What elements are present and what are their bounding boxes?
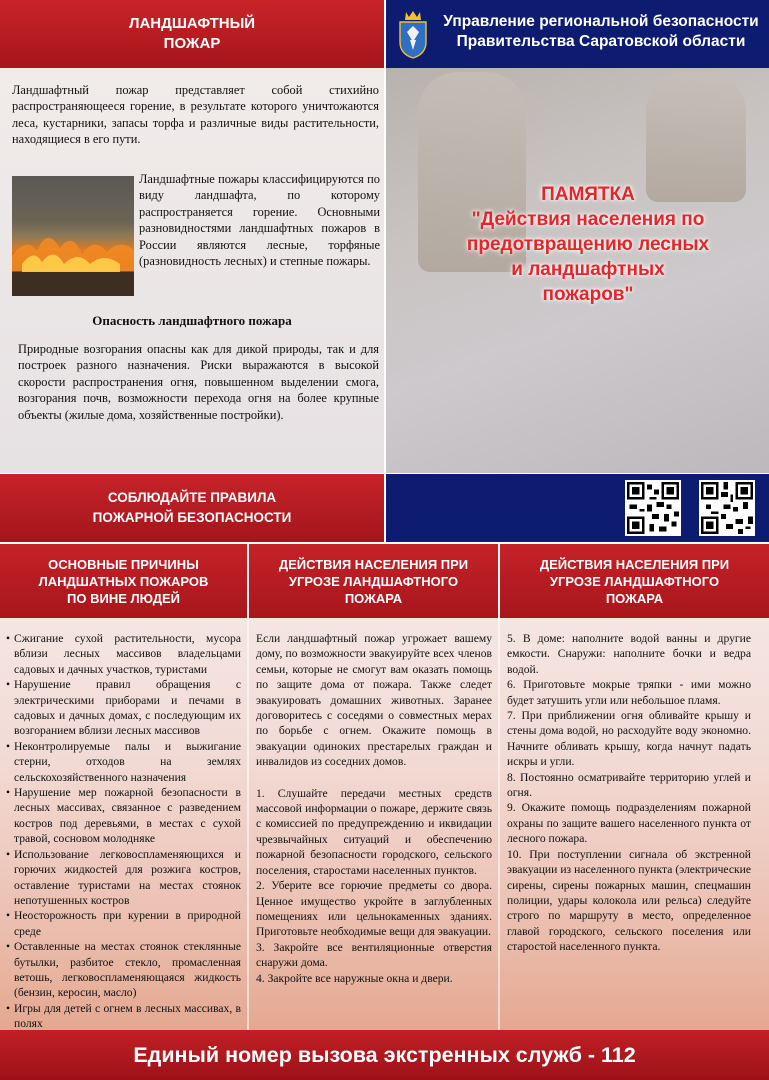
fire-safety-rules-banner — [0, 474, 384, 542]
memo-title — [438, 182, 738, 307]
banner-line2: ПОЖАРНОЙ БЕЗОПАСНОСТИ — [92, 510, 292, 525]
column-heading-actions-1 — [249, 544, 498, 618]
list-item: • Неосторожность при курении в природной среде — [6, 908, 241, 939]
column-heading-causes — [0, 544, 247, 618]
intro-paragraph-definition: Ландшафтный пожар представляет собой стихийно распространяющееся горение, в результате которого уничтожаются леса, кустарники, запасы торфа и различные виды растительности, находящиеся в его пути. — [12, 83, 379, 147]
action-step: 1. Слушайте передачи местных средств массовой информации о пожаре, держите связь с комиссией по предупреждению и иквидации чрезвычайных ситуаций и обеспечению пожарной безопасности городского, сельского поселения, старостами населенных пунктов. — [256, 786, 492, 877]
column-heading-line2: УГРОЗЕ ЛАНДШАФТНОГО — [288, 573, 459, 589]
column-heading-line1: ДЕЙСТВИЯ НАСЕЛЕНИЯ ПРИ — [539, 556, 730, 572]
list-item: • Использование легковоспламеняющихся и горючих жидкостей для розжига костров, оставление туристами на местах стоянок непотушенных костров — [6, 847, 241, 909]
list-item: • Сжигание сухой растительности, мусора вблизи лесных массивов владельцами садовых и дачных участков, туристами — [6, 631, 241, 677]
action-step: 10. При поступлении сигнала об экстренной эвакуации из населенного пункта (электрические сирены, сирены пожарных машин, спецмашин полиции, удары колокола или рельса) следуйте строго по маршруту в место, определенное главой городского, сельского поселения или старостой населенного пункта. — [507, 847, 751, 954]
column-divider — [247, 544, 249, 1030]
column-heading-line3: ПОЖАРА — [344, 590, 403, 606]
column-heading-line3: ПОЖАРА — [605, 590, 664, 606]
list-item: • Оставленные на местах стоянок стеклянные бутылки, разбитое стекло, промасленная ветошь, легковоспламеняющаяся жидкость (бензин, керосин, масло) — [6, 939, 241, 1001]
qr-code-icon[interactable] — [699, 480, 755, 536]
actions-intro-paragraph: Если ландшафтный пожар угрожает вашему дому, по возможности эвакуируйте всех членов семьи, которые не смогут вам оказать помощь по защите дома от пожара. Также следет эвакуировать домашних животных. Заранее договоритесь с соседями о совместных мерах по борьбе с огнем. Окажите помощь в эвакуации одиноких престарелых граждан и инвалидов из соседних домов. — [256, 632, 492, 769]
intro-paragraph-classification: Ландшафтные пожары классифицируются по виду ландшафта, по которому распространяется горение. Основными разновидностями ландшафтных пожаров в России являются лесные, торфяные (разновидность лесных) и степные пожары. — [139, 172, 380, 269]
actions-column-1 — [256, 631, 492, 986]
org-name-line2: Правительства Саратовской области — [456, 33, 746, 50]
list-item: • Неконтролируемые палы и выжигание стерни, отходов на землях сельскохозяйственного назначения — [6, 739, 241, 785]
action-step: 9. Окажите помощь подразделениям пожарной охраны по защите вашего населенного пункта от лесного пожара. — [507, 801, 751, 846]
grass-fire-photo — [12, 176, 134, 296]
qr-code-icon[interactable] — [625, 480, 681, 536]
list-item: • Нарушение мер пожарной безопасности в лесных массивах, связанное с разведением костров под деревьями, в местах с сухой травой, сосновом молодняке — [6, 785, 241, 847]
banner-line1: СОБЛЮДАЙТЕ ПРАВИЛА — [107, 490, 277, 505]
action-step: 7. При приближении огня обливайте крышу и стены дома водой, но расходуйте воду экономно. Начните обливать крышу, когда начнут падать искры и угли. — [507, 709, 751, 769]
action-step: 5. В доме: наполните водой ванны и другие емкости. Снаружи: наполните бочки и ведра водой. — [507, 632, 751, 676]
memo-title-line5: пожаров" — [542, 284, 634, 305]
action-step: 3. Закройте все вентиляционные отверстия снаружи дома. — [256, 940, 492, 970]
causes-list — [6, 631, 241, 1032]
column-heading-line1: ОСНОВНЫЕ ПРИЧИНЫ — [48, 556, 199, 572]
column-heading-line2: УГРОЗЕ ЛАНДШАФТНОГО — [549, 573, 720, 589]
action-step: 6. Приготовьте мокрые тряпки - ими можно будет затушить угли или небольшое пламя. — [507, 678, 751, 707]
section-title-landscape-fire — [0, 0, 384, 68]
list-item: • Игры для детей с огнем в лесных массивах, в полях — [6, 1001, 241, 1032]
memo-title-line1: ПАМЯТКА — [541, 184, 635, 205]
list-item: • Нарушение правил обращения с электрическими приборами и печами в садовых и дачных домах, с последующим их возгоранием вблизи лесных массивов — [6, 677, 241, 739]
memo-title-line4: и ландшафтных — [511, 259, 665, 280]
column-heading-line1: ДЕЙСТВИЯ НАСЕЛЕНИЯ ПРИ — [278, 556, 469, 572]
org-name-line1: Управление региональной безопасности — [443, 13, 759, 30]
emergency-number-footer: Единый номер вызова экстренных служб - 112 — [0, 1030, 769, 1080]
intro-paragraph-danger: Природные возгорания опасны как для дикой природы, так и для построек разного назначения. Риски выражаются в высокой скорости распространения огня, повышенном выделении смога, возгорания почв, возможности перехода огня на более крупные объекты (жилые дома, хозяйственные постройки). — [18, 342, 379, 422]
saratov-coat-of-arms-icon — [396, 8, 430, 60]
action-step: 8. Постоянно осматривайте территорию углей и огня. — [507, 770, 751, 800]
memo-title-line2: "Действия населения по — [471, 209, 705, 230]
org-name — [438, 12, 764, 52]
column-heading-line3: ПО ВИНЕ ЛЮДЕЙ — [67, 590, 180, 606]
actions-column-2 — [507, 631, 751, 955]
section-title-line1: ЛАНДШАФТНЫЙ — [128, 15, 256, 32]
danger-heading: Опасность ландшафтного пожара — [92, 313, 292, 328]
section-title-line2: ПОЖАР — [163, 35, 221, 52]
column-heading-line2: ЛАНДШАТНЫХ ПОЖАРОВ — [38, 573, 209, 589]
action-step: 4. Закройте все наружные окна и двери. — [256, 971, 453, 985]
memo-title-line3: предотвращению лесных — [466, 234, 710, 255]
action-step: 2. Уберите все горючие предметы со двора. Ценное имущество укройте в заглубленных помещениях или цельнокаменных зданиях. Приготовьте необходимые вещи для эвакуации. — [256, 879, 492, 939]
column-heading-actions-2 — [500, 544, 769, 618]
column-divider — [498, 544, 500, 1030]
